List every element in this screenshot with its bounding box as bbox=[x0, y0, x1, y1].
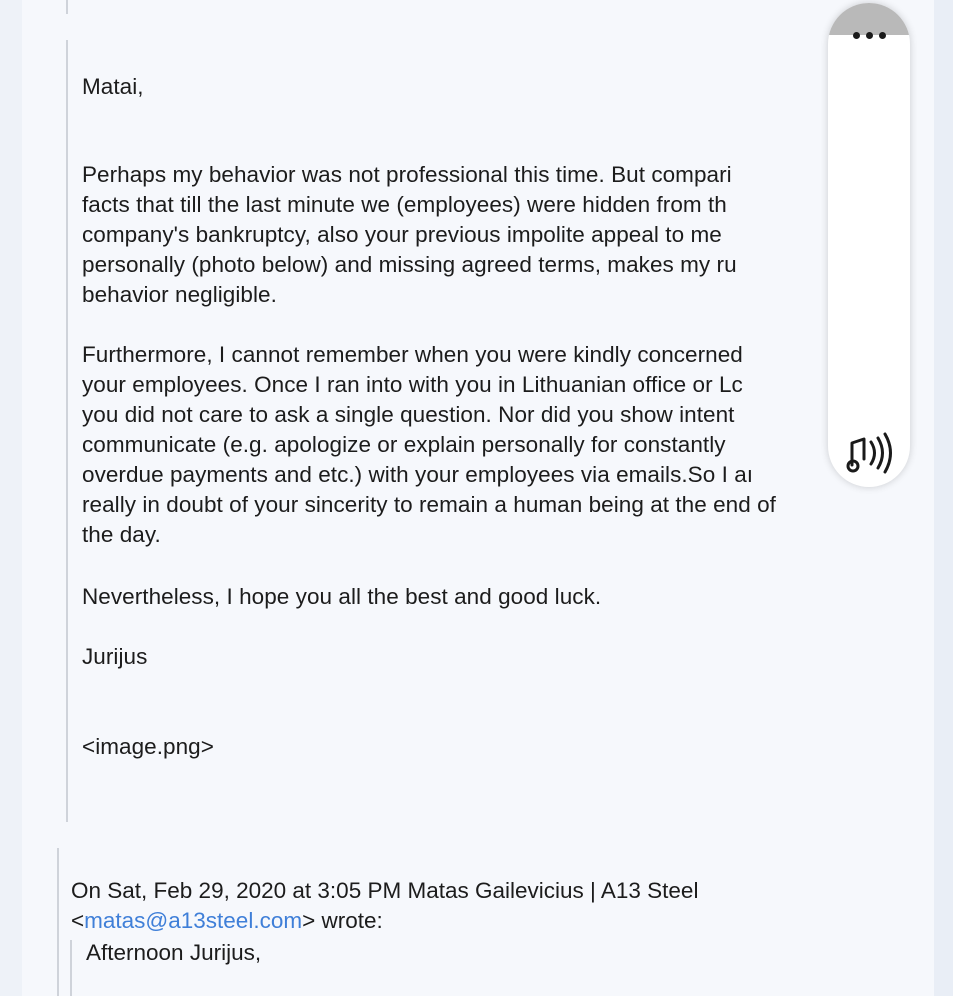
quote-bar-inner bbox=[70, 940, 72, 996]
email-greeting: Matai, bbox=[82, 74, 144, 99]
paragraph-1-line: facts that till the last minute we (employees) were hidden from th bbox=[82, 192, 727, 217]
paragraph-1-line: personally (photo below) and missing agreed terms, makes my ru bbox=[82, 252, 737, 277]
signature: Jurijus bbox=[82, 644, 148, 669]
quoted-greeting: Afternoon Jurijus, bbox=[86, 940, 262, 965]
paragraph-2-line: communicate (e.g. apologize or explain personally for constantly bbox=[82, 432, 726, 457]
quote-bar-top bbox=[66, 0, 68, 14]
quote-header-line: On Sat, Feb 29, 2020 at 3:05 PM Matas Gailevicius | A13 Steel bbox=[71, 878, 699, 903]
paragraph-2-line: the day. bbox=[82, 522, 161, 547]
paragraph-2-line: overdue payments and etc.) with your employees via emails.So I aı bbox=[82, 462, 754, 487]
quote-header-open-bracket: < bbox=[71, 908, 85, 933]
quote-bar-outer bbox=[57, 848, 59, 996]
paragraph-1-line: company's bankruptcy, also your previous impolite appeal to me bbox=[82, 222, 722, 247]
paragraph-2-line: you did not care to ask a single question. Nor did you show intent bbox=[82, 402, 735, 427]
paragraph-2-line: your employees. Once I ran into with you in Lithuanian office or Lc bbox=[82, 372, 743, 397]
quote-header-wrote: > wrote: bbox=[302, 908, 383, 933]
attachment-placeholder[interactable]: <image.png> bbox=[82, 734, 214, 759]
paragraph-2-line: really in doubt of your sincerity to remain a human being at the end of bbox=[82, 492, 776, 517]
quote-bar-reply bbox=[66, 40, 68, 822]
sender-email-link[interactable]: matas@a13steel.com bbox=[84, 908, 303, 933]
more-horizontal-icon[interactable] bbox=[828, 3, 910, 35]
paragraph-2-line: Furthermore, I cannot remember when you were kindly concerned bbox=[82, 342, 743, 367]
audio-listen-icon[interactable] bbox=[842, 429, 896, 479]
paragraph-1-line: Perhaps my behavior was not professional this time. But compari bbox=[82, 162, 732, 187]
paragraph-1-line: behavior negligible. bbox=[82, 282, 277, 307]
reader-floating-panel bbox=[828, 3, 910, 487]
quote-header-sender bbox=[71, 906, 383, 936]
right-gutter bbox=[934, 0, 953, 996]
closing-line: Nevertheless, I hope you all the best and good luck. bbox=[82, 584, 602, 609]
